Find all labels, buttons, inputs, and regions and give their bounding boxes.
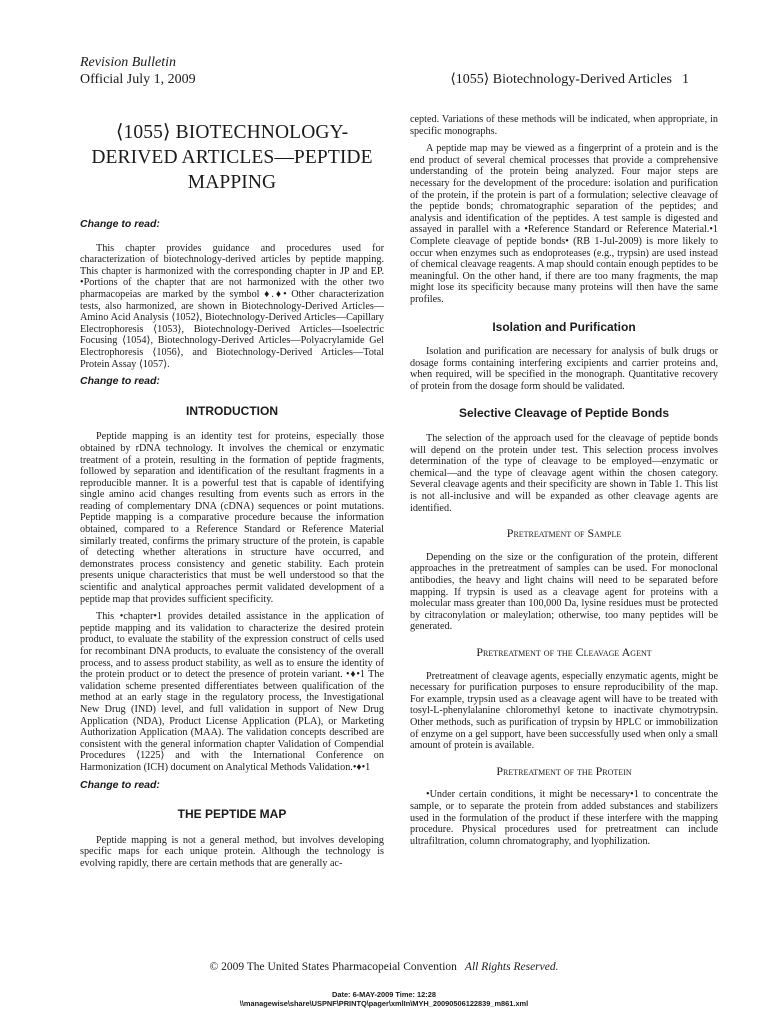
- file-path-line: \\managewise\share\USPNF\PRINTQ\pager\xmlIn\MYH_20090506122839_m861.xml: [239, 999, 529, 1008]
- right-column: [410, 114, 718, 853]
- header-left: [80, 54, 196, 88]
- selective-cleavage-paragraph: The selection of the approach used for the cleavage of peptide bonds will depend on the protein under test. This selection process involves determination of the type of cleavage to be employed—enzymatic or chemical—and the type of cleavage agent within the chosen category. Several cleavage agents and their specificity are shown in Table 1. This list is not all-inclusive and will be expanded as other cleavage agents are identified.: [410, 433, 718, 514]
- isolation-paragraph: Isolation and purification are necessary for analysis of bulk drugs or dosage forms containing interfering excipients and carrier proteins and, when required, will be specified in the monograph. Quantitative recovery of protein from the dosage form should be validated.: [410, 346, 718, 392]
- pretreatment-sample-heading: Pretreatment of Sample: [506, 526, 622, 541]
- change-note-3: Change to read:: [80, 778, 160, 791]
- pretreatment-agent-heading: Pretreatment of the Cleavage Agent: [476, 644, 652, 659]
- chapter-title: ⟨1055⟩ BIOTECHNOLOGY-DERIVED ARTICLES—PEPTIDE MAPPING: [91, 122, 373, 193]
- fingerprint-paragraph: A peptide map may be viewed as a fingerprint of a protein and is the end product of several chemical processes that provide a comprehensive understanding of the protein being analyzed. Four major steps are necessary for the development of the procedure: isolation and purification of the protein, if the protein is part of a formulation; selective cleavage of the peptide bonds; chromatographic separation of the peptides; and analysis and identification of the peptides. A test sample is digested and assayed in parallel with a •Reference Standard or Reference Material.•1 Complete cleavage of peptide bonds• (RB 1-Jul-2009) is more likely to occur when enzymes such as endoproteases (e.g., trypsin) are used instead of chemical cleavage reagents. A map should contain enough peptides to be meaningful. On the other hand, if there are too many fragments, the map might lose its specificity because many proteins will then have the same profiles.: [410, 143, 718, 305]
- copyright-line: [0, 961, 768, 973]
- page-number: 1: [682, 72, 689, 87]
- print-date-line: Date: 6-MAY-2009 Time: 12:28: [332, 990, 436, 999]
- isolation-heading: Isolation and Purification: [492, 319, 636, 334]
- change-note-2: Change to read:: [80, 375, 160, 388]
- pretreatment-protein-paragraph: •Under certain conditions, it might be necessary•1 to concentrate the sample, or to separate the protein from added substances and stabilizers used in the formulation of the product if these interfere with the mapping procedure. Physical procedures used for pretreatment can include ultrafiltration, column chromatography, and lyophilization.: [410, 789, 718, 847]
- introduction-paragraph-1: Peptide mapping is an identity test for proteins, especially those obtained by rDNA technology. It involves the chemical or enzymatic treatment of a protein, resulting in the formation of peptide fragments, followed by separation and identification of the resultant fragments in a reproducible manner. It is a powerful test that is capable of identifying single amino acid changes resulting from events such as errors in the reading of complementary DNA (cDNA) sequences or point mutations. Peptide mapping is a comparative procedure because the information obtained, compared to a Reference Standard or Reference Material similarly treated, confirms the primary structure of the protein, is capable of detecting whether alterations in structure have occurred, and demonstrates process consistency and genetic stability. Each protein presents unique characteristics that must be well understood so that the scientific and analytical approaches permit validated development of a peptide map that provides sufficient specificity.: [80, 431, 384, 605]
- pretreatment-agent-paragraph: Pretreatment of cleavage agents, especially enzymatic agents, might be necessary for purification purposes to ensure reproducibility of the map. For example, trypsin used as a cleavage agent will have to be treated with tosyl-L-phenylalanine chloromethyl ketone to inactivate chymotrypsin. Other methods, such as purification of trypsin by HPLC or immobilization of enzyme on a gel support, have been successfully used when only a small amount of protein is available.: [410, 670, 718, 752]
- header-right: [450, 71, 689, 88]
- left-column: [80, 116, 384, 876]
- intro-paragraph: This chapter provides guidance and procedures used for characterization of biotechnology-derived articles by peptide mapping. This chapter is harmonized with the corresponding chapter in JP and EP. •Portions of the chapter that are not harmonized with the other two pharmacopeias are marked by the symbol ♦.♦• Other characterization tests, also harmonized, are shown in Biotechnology-Derived Articles—Amino Acid Analysis ⟨1052⟩, Biotechnology-Derived Articles—Capillary Electrophoresis ⟨1053⟩, Biotechnology-Derived Articles—Isoelectric Focusing ⟨1054⟩, Biotechnology-Derived Articles—Polyacrylamide Gel Electrophoresis ⟨1056⟩, and Biotechnology-Derived Articles—Total Protein Assay ⟨1057⟩.: [80, 242, 384, 370]
- peptide-map-heading: THE PEPTIDE MAP: [177, 807, 287, 822]
- peptide-map-paragraph: Peptide mapping is not a general method, but involves developing specific maps for each unique protein. Although the technology is evolving rapidly, there are certain methods that are generally ac-: [80, 834, 384, 869]
- pretreatment-protein-heading: Pretreatment of the Protein: [496, 763, 632, 778]
- revision-bulletin-label: Revision Bulletin: [80, 55, 177, 70]
- change-note-1: Change to read:: [80, 218, 160, 230]
- running-title: ⟨1055⟩ Biotechnology-Derived Articles: [450, 72, 672, 87]
- official-date: Official July 1, 2009: [80, 72, 196, 87]
- copyright-text: © 2009 The United States Pharmacopeial Convention: [209, 961, 457, 973]
- pretreatment-sample-paragraph: Depending on the size or the configuration of the protein, different approaches in the pretreatment of samples can be used. For monoclonal antibodies, the heavy and light chains will need to be separated before mapping. If trypsin is used as a cleavage agent for proteins with a molecular mass greater than 100,000 Da, lysine residues must be protected by citraconylation or maleylation; otherwise, too many peptides will be generated.: [410, 551, 718, 633]
- selective-cleavage-heading: Selective Cleavage of Peptide Bonds: [458, 406, 670, 421]
- introduction-heading: INTRODUCTION: [186, 403, 278, 418]
- introduction-paragraph-2: This •chapter•1 provides detailed assistance in the application of peptide mapping and its validation to characterize the desired protein product, to evaluate the stability of the expression construct of cells used for recombinant DNA products, to evaluate the consistency of the overall process, and to assess product stability, as well as to ensure the identity of the protein product or to detect the presence of protein variant. •♦•1 The validation scheme presented differentiates between qualification of the method at an early stage in the regulatory process, the Investigational New Drug (IND) level, and full validation in support of New Drug Application (NDA), Product License Application (PLA), or Marketing Authorization Application (MAA). The validation concepts described are consistent with the general information chapter Validation of Compendial Procedures ⟨1225⟩ and with the International Conference on Harmonization (ICH) document on Analytical Methods Validation.•♦•1: [80, 611, 384, 773]
- rights-text: All Rights Reserved.: [464, 961, 559, 973]
- continued-paragraph: cepted. Variations of these methods will be indicated, when appropriate, in specific monographs.: [410, 114, 718, 137]
